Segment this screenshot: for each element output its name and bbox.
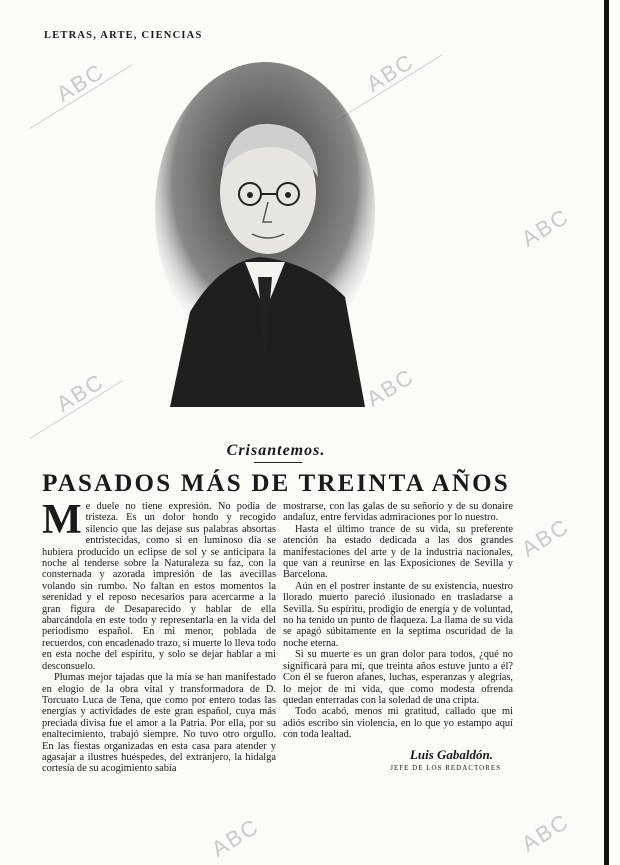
watermark-abc: ABC: [362, 48, 419, 97]
watermark-abc: ABC: [517, 203, 574, 252]
page-edge-rule: [604, 0, 609, 865]
article-paragraph: Si su muerte es un gran dolor para todos, ¿qué no significará para mí, que treinta años estuve junto a él? Con él se fueron afanes, luchas, esperanzas y alegrías, lo mejor de mi vida, que como modesta ofrenda quedan enterradas con la soledad de una cripta.: [283, 649, 513, 706]
portrait-photo: [150, 62, 380, 407]
section-header: LETRAS, ARTE, CIENCIAS: [44, 30, 203, 41]
article-paragraph: mostrarse, con las galas de su señorío y de su donaire andaluz, entre fervidas admiraciones por lo nuestro.: [283, 501, 513, 524]
article-paragraph: Aún en el postrer instante de su existencia, nuestro llorado muerto pareció ilusionado en trasladarse a Sevilla. Su espíritu, prodigio de energía y de voluntad, no ha tenido un punto de flaqueza. La llama de su vida se apagó súbitamente en la septima oscuridad de la noche eterna.: [283, 580, 513, 649]
subtitle-underline: [254, 462, 302, 463]
watermark-abc: ABC: [207, 813, 264, 862]
article-paragraph: Hasta el último trance de su vida, su preferente atención ha estado dedicada a las dos grandes manifestaciones del arte y de la industria nacionales, que van a reunirse en las Exposiciones de Sevilla y Barcelona.: [283, 523, 513, 581]
watermark-abc: ABC: [517, 513, 574, 562]
watermark-abc: ABC: [52, 368, 109, 417]
watermark-line: [30, 64, 132, 128]
author-role: JEFE DE LOS REDACTORES: [390, 763, 501, 772]
watermark-line: [30, 380, 124, 439]
article-column-left: [42, 497, 276, 775]
article-subtitle: Crisantemos.: [226, 442, 326, 459]
drop-cap: M: [42, 497, 82, 543]
watermark-abc: ABC: [517, 808, 574, 857]
article-paragraph: Me duele no tiene expresión. No podía de tristeza. Es un dolor hondo y recogido silencio que las dejase sus palabras absortas entristecidas, como si en luminoso día se hubiera producido un eclipse de sol y se anticipara la noche al tenderse sobre la Naturaleza su faz, con la consternada y azorada impresión de las avecillas volando sin rumbo. No faltan en estos momentos la serenidad y el reposo necesarios para acercarme a la gran figura de Desaparecido y hablar de ella abarcándola en este todo y representarla en la vida del periodismo español. En mi menor, poblada de recuerdos, con encadenado trazo, si muerte lo lleva todo en esta noche del espíritu, y solo se dejar hablar a mi desconsuelo.: [42, 497, 276, 672]
watermark-abc: ABC: [362, 363, 419, 412]
watermark-abc: ABC: [52, 58, 109, 107]
article-column-right: [283, 501, 513, 774]
article-paragraph: Todo acabó, menos mi gratitud, callado que mi adiós escribo sin violencia, en lo que yo estampo aquí con toda lealtad.: [283, 706, 513, 741]
article-paragraph: Plumas mejor tajadas que la mía se han manifestado en elogio de la obra vital y transformadora de D. Torcuato Luca de Tena, que como por entero todas las energías y actividades de este gran español, cuya más preciada divisa fue el amor a la Patria. Por ella, por su enaltecimiento, trabajó siempre. No tuvo otro orgullo. En las fiestas organizadas en esta casa para atender y agasajar a ilustres huéspedes, del extranjero, la hidalga cortesía de su acogimiento sabía: [42, 672, 276, 775]
article-title: PASADOS MÁS DE TREINTA AÑOS: [42, 470, 510, 497]
author-signature: Luis Gabaldón.: [409, 746, 493, 762]
